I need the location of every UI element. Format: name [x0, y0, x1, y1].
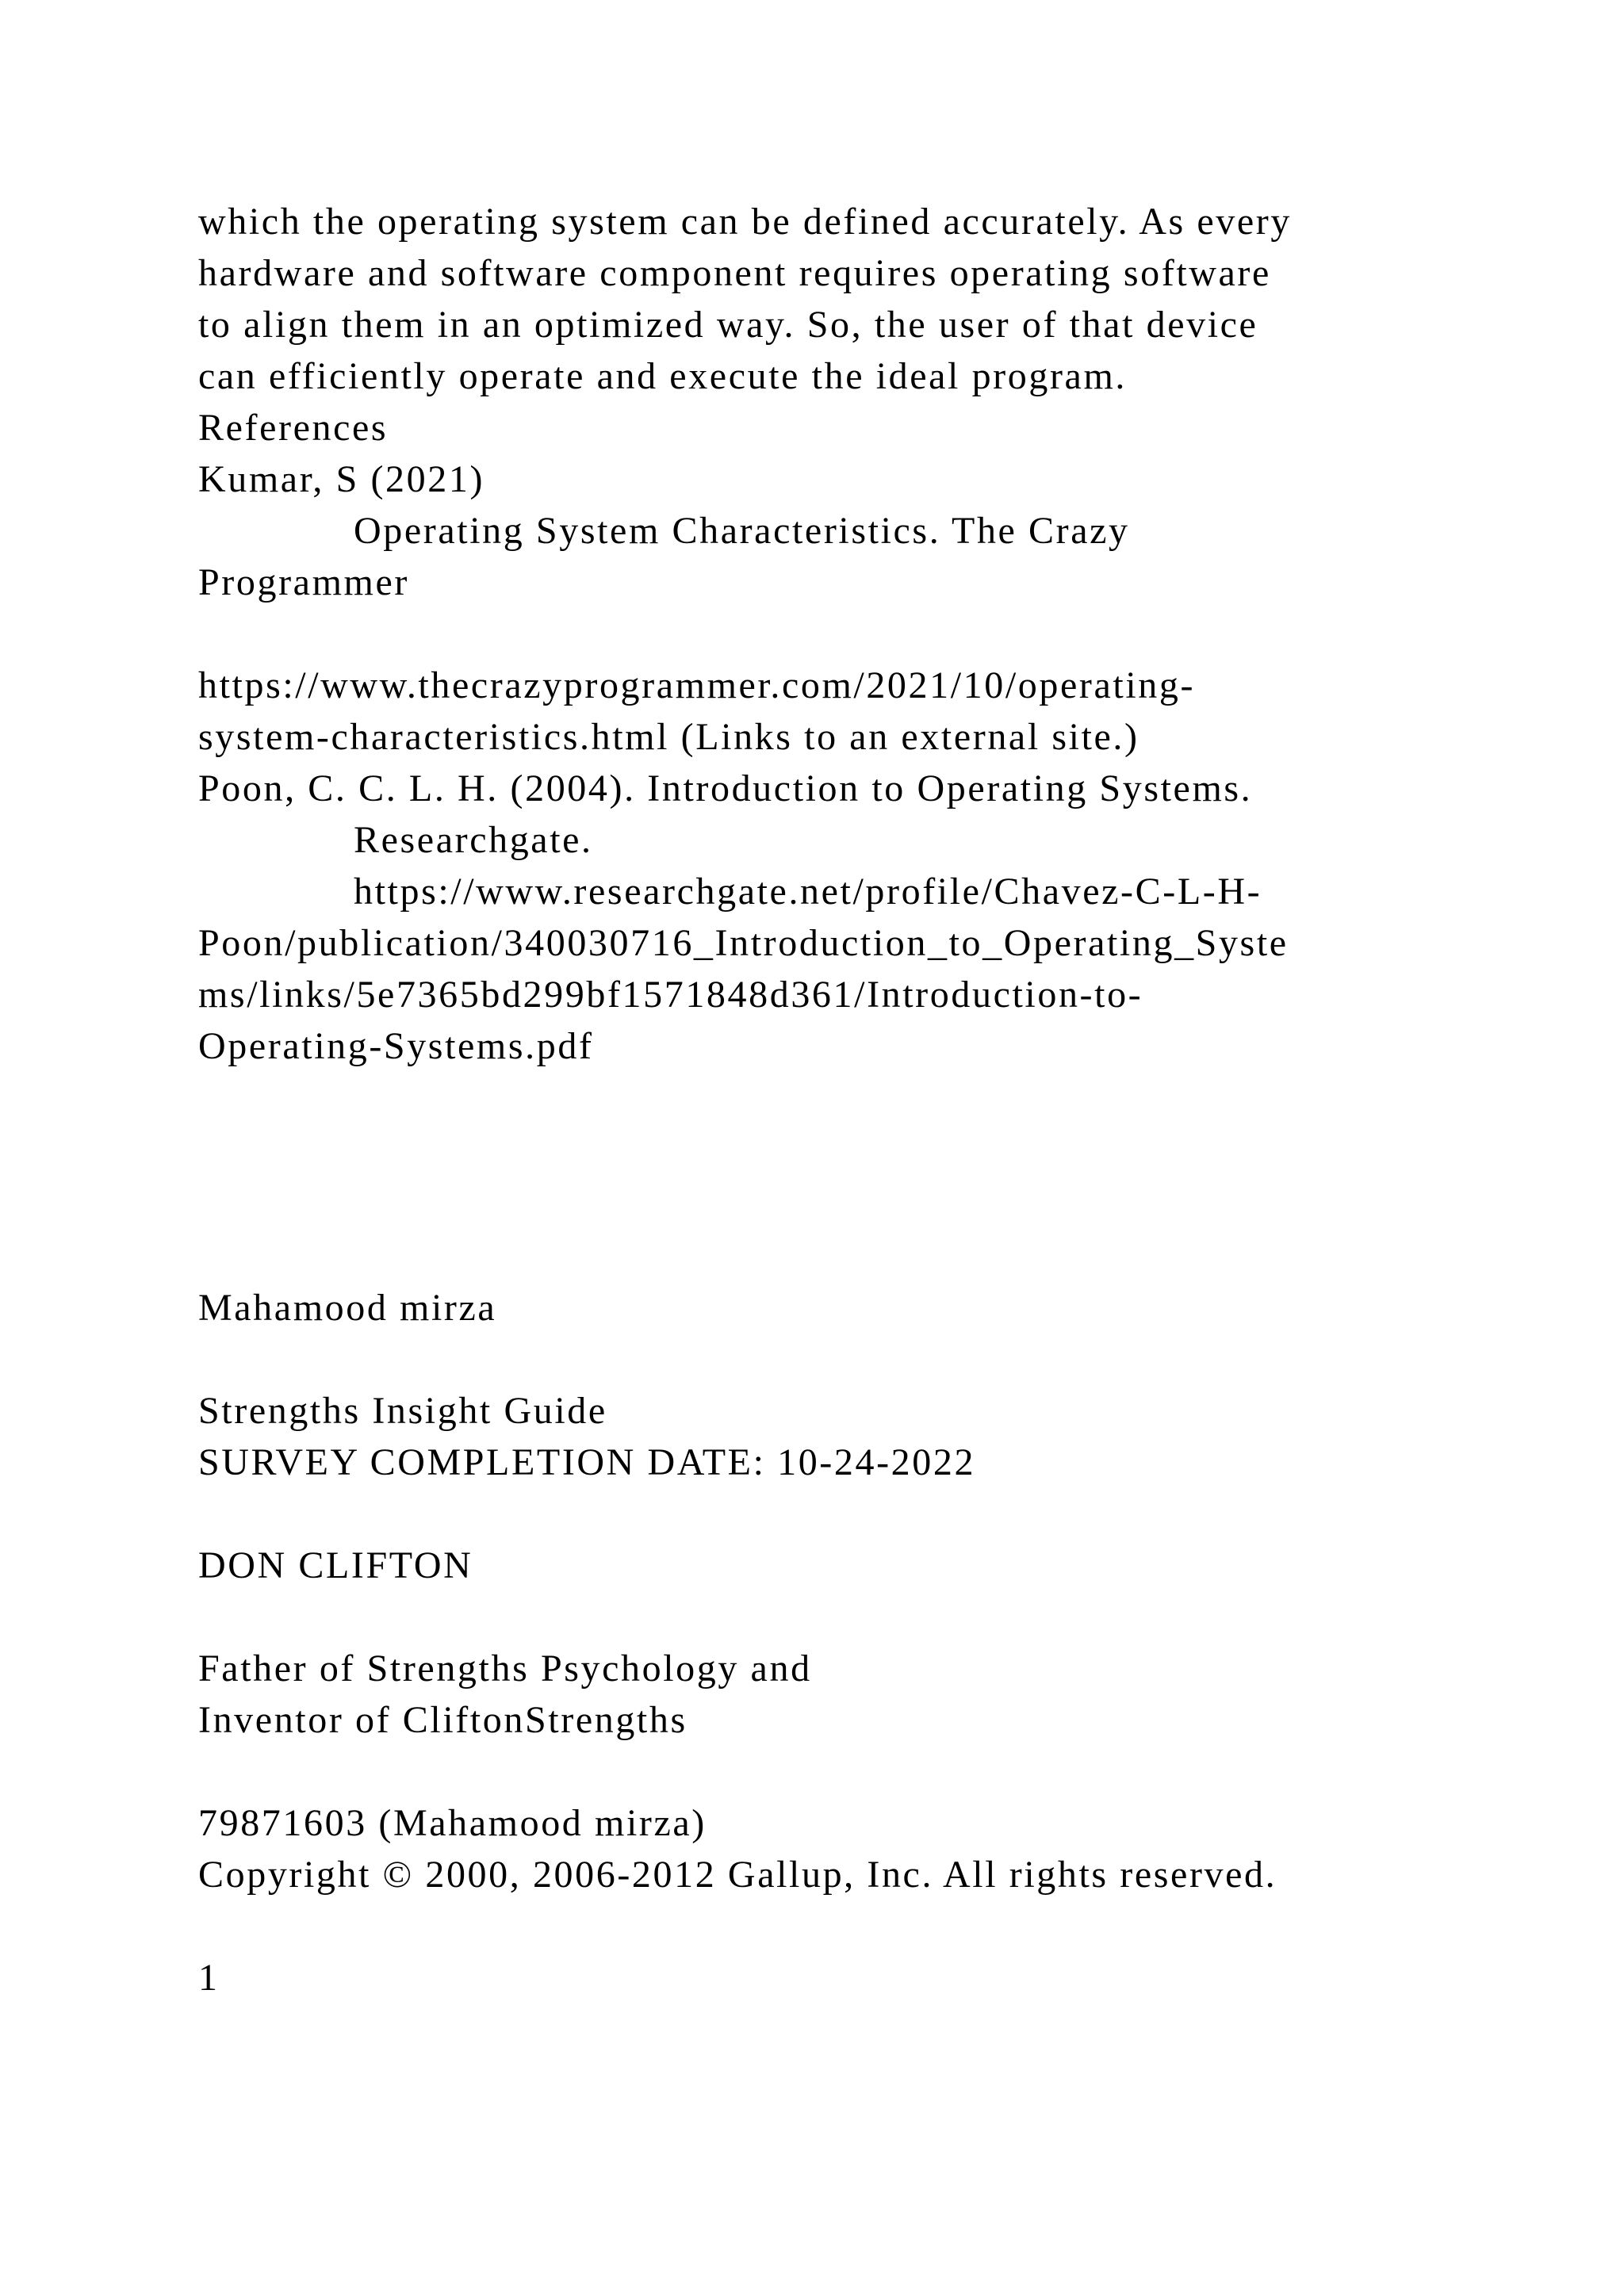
reference-poon-publisher: Researchgate.: [354, 819, 593, 861]
person-name: Mahamood mirza: [198, 1287, 497, 1329]
reference-poon-url-2[interactable]: Poon/publication/340030716_Introduction_to_Operating_Syste: [198, 922, 1289, 964]
body-text-line-4: can efficiently operate and execute the ideal program.: [198, 355, 1127, 397]
body-text-line-1: which the operating system can be defined accurately. As every: [198, 201, 1292, 243]
reference-kumar-url-2[interactable]: system-characteristics.html (Links to an external site.): [198, 716, 1139, 758]
reference-poon-citation: Poon, C. C. L. H. (2004). Introduction to Operating Systems.: [198, 767, 1253, 809]
body-text-line-2: hardware and software component requires operating software: [198, 252, 1271, 294]
reference-kumar-title: Operating System Characteristics. The Crazy: [354, 510, 1130, 552]
founder-name: DON CLIFTON: [198, 1544, 473, 1586]
reference-kumar-author: Kumar, S (2021): [198, 458, 485, 500]
guide-title: Strengths Insight Guide: [198, 1390, 607, 1432]
reference-poon-url-3[interactable]: ms/links/5e7365bd299bf1571848d361/Introduction-to-: [198, 974, 1143, 1016]
founder-role-line-1: Father of Strengths Psychology and: [198, 1647, 812, 1689]
body-text-line-3: to align them in an optimized way. So, the user of that device: [198, 304, 1258, 346]
reference-kumar-url-1[interactable]: https://www.thecrazyprogrammer.com/2021/10/operating-: [198, 664, 1196, 706]
references-heading: References: [198, 407, 389, 449]
survey-completion-date: SURVEY COMPLETION DATE: 10-24-2022: [198, 1441, 976, 1483]
page-number: 1: [198, 1957, 220, 1999]
reference-poon-url-1[interactable]: https://www.researchgate.net/profile/Chavez-C-L-H-: [354, 871, 1262, 913]
reference-kumar-title-cont: Programmer: [198, 561, 409, 603]
reference-poon-url-4[interactable]: Operating-Systems.pdf: [198, 1025, 594, 1067]
founder-role-line-2: Inventor of CliftonStrengths: [198, 1699, 688, 1741]
copyright-line: Copyright © 2000, 2006-2012 Gallup, Inc. All rights reserved.: [198, 1854, 1277, 1896]
id-line: 79871603 (Mahamood mirza): [198, 1802, 707, 1844]
